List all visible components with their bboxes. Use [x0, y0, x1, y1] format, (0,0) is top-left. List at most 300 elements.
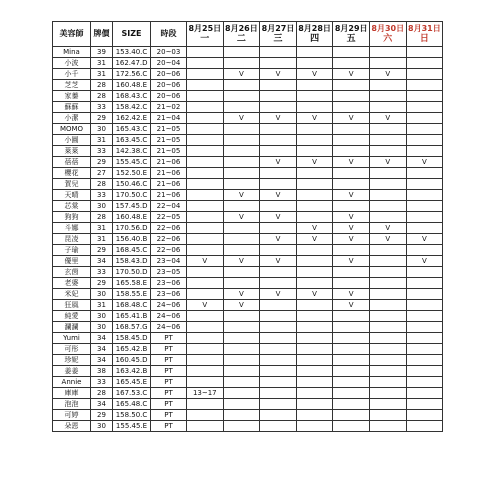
cell-day-5 [333, 80, 370, 91]
day-weekday: 二 [236, 34, 246, 44]
cell-day-1 [187, 399, 224, 410]
cell-day-7 [406, 135, 443, 146]
cell-price: 33 [91, 377, 113, 388]
cell-price: 34 [91, 344, 113, 355]
cell-name: MOMO [53, 124, 91, 135]
header-name: 美容師 [53, 22, 91, 47]
cell-day-2 [223, 135, 260, 146]
cell-day-1 [187, 267, 224, 278]
cell-day-2 [223, 47, 260, 58]
cell-size: 165.41.B [113, 311, 151, 322]
cell-price: 28 [91, 91, 113, 102]
cell-day-4 [296, 421, 333, 432]
cell-price: 38 [91, 366, 113, 377]
cell-day-3 [260, 47, 297, 58]
cell-day-6: V [369, 69, 406, 80]
cell-day-1 [187, 377, 224, 388]
cell-size: 158.42.C [113, 102, 151, 113]
cell-day-1 [187, 58, 224, 69]
cell-day-4 [296, 80, 333, 91]
cell-day-2 [223, 344, 260, 355]
cell-size: 168.45.C [113, 245, 151, 256]
cell-day-7 [406, 399, 443, 410]
cell-day-1: V [187, 256, 224, 267]
cell-day-5: V [333, 256, 370, 267]
cell-day-3 [260, 58, 297, 69]
cell-day-5: V [333, 289, 370, 300]
cell-day-4 [296, 278, 333, 289]
cell-price: 34 [91, 256, 113, 267]
cell-size: 160.48.E [113, 212, 151, 223]
cell-day-7 [406, 69, 443, 80]
day-date: 8月25日 [188, 24, 222, 33]
cell-price: 34 [91, 355, 113, 366]
day-weekday: 一 [200, 34, 210, 44]
cell-size: 168.43.C [113, 91, 151, 102]
cell-price: 33 [91, 102, 113, 113]
cell-name: 賀兒 [53, 179, 91, 190]
cell-day-5: V [333, 234, 370, 245]
cell-slot: 20~06 [151, 91, 187, 102]
cell-day-4 [296, 267, 333, 278]
cell-day-4: V [296, 157, 333, 168]
cell-day-1 [187, 245, 224, 256]
cell-slot: 23~04 [151, 256, 187, 267]
cell-name: 玄茵 [53, 267, 91, 278]
cell-day-6 [369, 355, 406, 366]
cell-day-6 [369, 135, 406, 146]
cell-slot: 21~06 [151, 157, 187, 168]
cell-day-7 [406, 421, 443, 432]
cell-day-3 [260, 311, 297, 322]
cell-day-3 [260, 245, 297, 256]
cell-name: 小波 [53, 58, 91, 69]
cell-day-4 [296, 311, 333, 322]
cell-day-3 [260, 267, 297, 278]
table-row [53, 289, 443, 300]
cell-day-3 [260, 168, 297, 179]
cell-price: 30 [91, 201, 113, 212]
cell-day-6 [369, 410, 406, 421]
cell-day-1 [187, 190, 224, 201]
cell-day-7 [406, 267, 443, 278]
header-day [187, 22, 224, 47]
cell-day-2 [223, 267, 260, 278]
cell-day-2 [223, 245, 260, 256]
cell-day-2 [223, 311, 260, 322]
cell-slot: 20~06 [151, 80, 187, 91]
cell-name: Yumi [53, 333, 91, 344]
cell-slot: 21~06 [151, 168, 187, 179]
day-weekday: 六 [383, 34, 393, 44]
cell-slot: 22~06 [151, 223, 187, 234]
day-weekday: 三 [273, 34, 283, 44]
cell-day-4 [296, 410, 333, 421]
cell-price: 33 [91, 267, 113, 278]
cell-day-4 [296, 58, 333, 69]
cell-day-4 [296, 300, 333, 311]
cell-slot: 22~04 [151, 201, 187, 212]
cell-day-4: V [296, 234, 333, 245]
cell-day-7: V [406, 256, 443, 267]
cell-size: 165.45.E [113, 377, 151, 388]
cell-name: Annie [53, 377, 91, 388]
cell-size: 167.53.C [113, 388, 151, 399]
table-row [53, 91, 443, 102]
cell-day-7 [406, 47, 443, 58]
cell-name: 小潔 [53, 113, 91, 124]
cell-day-6 [369, 212, 406, 223]
cell-day-1 [187, 410, 224, 421]
cell-size: 165.43.C [113, 124, 151, 135]
header-day [223, 22, 260, 47]
table-row [53, 69, 443, 80]
cell-day-4 [296, 102, 333, 113]
cell-name: 芯棠 [53, 201, 91, 212]
cell-price: 33 [91, 146, 113, 157]
table-row [53, 278, 443, 289]
cell-day-3 [260, 399, 297, 410]
table-row [53, 333, 443, 344]
cell-day-5: V [333, 300, 370, 311]
cell-name: 天晴 [53, 190, 91, 201]
cell-slot: 24~06 [151, 300, 187, 311]
cell-day-6 [369, 124, 406, 135]
table-row [53, 80, 443, 91]
cell-name: 純愛 [53, 311, 91, 322]
day-date: 8月29日 [334, 24, 368, 33]
cell-name: 庫庫 [53, 388, 91, 399]
header-day [260, 22, 297, 47]
cell-day-2 [223, 124, 260, 135]
cell-day-7 [406, 344, 443, 355]
table-row [53, 399, 443, 410]
cell-name: 家蓁 [53, 91, 91, 102]
cell-price: 29 [91, 245, 113, 256]
schedule-table [52, 21, 443, 432]
cell-day-5: V [333, 157, 370, 168]
cell-day-7 [406, 102, 443, 113]
cell-price: 29 [91, 278, 113, 289]
cell-day-1: V [187, 300, 224, 311]
table-row [53, 377, 443, 388]
cell-day-4 [296, 91, 333, 102]
cell-price: 31 [91, 234, 113, 245]
cell-price: 29 [91, 410, 113, 421]
cell-size: 158.50.C [113, 410, 151, 421]
cell-day-5 [333, 135, 370, 146]
cell-day-3 [260, 102, 297, 113]
cell-day-6: V [369, 113, 406, 124]
cell-slot: 23~06 [151, 289, 187, 300]
cell-day-5 [333, 344, 370, 355]
cell-day-5 [333, 267, 370, 278]
cell-day-1: 13~17 [187, 388, 224, 399]
cell-day-4 [296, 201, 333, 212]
cell-size: 168.48.C [113, 300, 151, 311]
cell-day-3: V [260, 113, 297, 124]
cell-day-6 [369, 333, 406, 344]
cell-price: 31 [91, 69, 113, 80]
header-day [296, 22, 333, 47]
cell-day-5 [333, 124, 370, 135]
cell-size: 142.38.C [113, 146, 151, 157]
cell-day-2 [223, 388, 260, 399]
cell-slot: PT [151, 366, 187, 377]
cell-price: 30 [91, 289, 113, 300]
table-row [53, 190, 443, 201]
cell-size: 162.47.D [113, 58, 151, 69]
cell-day-1 [187, 146, 224, 157]
cell-day-5 [333, 410, 370, 421]
cell-price: 34 [91, 399, 113, 410]
table-row [53, 355, 443, 366]
cell-day-6 [369, 146, 406, 157]
cell-slot: 22~06 [151, 245, 187, 256]
cell-day-2 [223, 366, 260, 377]
cell-day-2: V [223, 256, 260, 267]
table-row [53, 179, 443, 190]
cell-slot: 22~05 [151, 212, 187, 223]
table-row [53, 300, 443, 311]
cell-day-2 [223, 223, 260, 234]
cell-day-6 [369, 201, 406, 212]
cell-price: 28 [91, 80, 113, 91]
table-row [53, 201, 443, 212]
cell-day-7 [406, 212, 443, 223]
cell-day-4 [296, 212, 333, 223]
header-day-weekend [369, 22, 406, 47]
cell-slot: PT [151, 377, 187, 388]
cell-price: 34 [91, 333, 113, 344]
table-row [53, 311, 443, 322]
cell-day-3 [260, 80, 297, 91]
cell-day-1 [187, 289, 224, 300]
table-row [53, 102, 443, 113]
cell-day-2 [223, 91, 260, 102]
cell-day-5 [333, 58, 370, 69]
cell-price: 30 [91, 322, 113, 333]
cell-day-7 [406, 300, 443, 311]
cell-day-4 [296, 377, 333, 388]
table-row [53, 388, 443, 399]
cell-day-7 [406, 168, 443, 179]
cell-slot: PT [151, 388, 187, 399]
cell-day-6 [369, 168, 406, 179]
cell-day-7: V [406, 234, 443, 245]
cell-day-1 [187, 311, 224, 322]
cell-day-1 [187, 234, 224, 245]
cell-day-2: V [223, 69, 260, 80]
cell-size: 158.55.E [113, 289, 151, 300]
cell-size: 152.50.E [113, 168, 151, 179]
cell-day-6 [369, 245, 406, 256]
cell-name: 狗狗 [53, 212, 91, 223]
cell-day-3: V [260, 212, 297, 223]
cell-day-1 [187, 278, 224, 289]
cell-slot: 21~02 [151, 102, 187, 113]
header-price: 牌價 [91, 22, 113, 47]
cell-size: 163.42.B [113, 366, 151, 377]
cell-day-5: V [333, 223, 370, 234]
cell-day-5 [333, 146, 370, 157]
cell-size: 165.42.B [113, 344, 151, 355]
cell-day-5 [333, 278, 370, 289]
cell-day-1 [187, 179, 224, 190]
cell-price: 39 [91, 47, 113, 58]
cell-day-7 [406, 223, 443, 234]
cell-day-3 [260, 410, 297, 421]
cell-day-6 [369, 278, 406, 289]
cell-day-4 [296, 168, 333, 179]
cell-day-5: V [333, 190, 370, 201]
cell-slot: PT [151, 355, 187, 366]
cell-day-3 [260, 201, 297, 212]
table-row [53, 366, 443, 377]
cell-price: 31 [91, 58, 113, 69]
cell-day-6 [369, 47, 406, 58]
cell-day-5 [333, 355, 370, 366]
day-date: 8月26日 [225, 24, 258, 33]
cell-day-4 [296, 366, 333, 377]
cell-day-3: V [260, 256, 297, 267]
cell-day-5 [333, 201, 370, 212]
cell-name: 老婆 [53, 278, 91, 289]
cell-day-5 [333, 168, 370, 179]
cell-day-7 [406, 201, 443, 212]
cell-day-1 [187, 124, 224, 135]
cell-day-1 [187, 113, 224, 124]
cell-day-4 [296, 179, 333, 190]
cell-day-3 [260, 146, 297, 157]
cell-day-4: V [296, 113, 333, 124]
cell-day-4 [296, 135, 333, 146]
cell-name: 米妃 [53, 289, 91, 300]
cell-day-1 [187, 322, 224, 333]
day-date: 8月28日 [298, 24, 331, 33]
table-row [53, 234, 443, 245]
header-day [333, 22, 370, 47]
cell-name: 可婷 [53, 410, 91, 421]
cell-name: 泡泡 [53, 399, 91, 410]
cell-day-7 [406, 80, 443, 91]
cell-price: 33 [91, 190, 113, 201]
cell-day-2 [223, 355, 260, 366]
cell-size: 158.45.D [113, 333, 151, 344]
cell-day-3: V [260, 234, 297, 245]
cell-day-7 [406, 278, 443, 289]
cell-slot: 21~06 [151, 179, 187, 190]
table-row [53, 256, 443, 267]
cell-day-1 [187, 102, 224, 113]
cell-day-7 [406, 146, 443, 157]
cell-day-5 [333, 102, 370, 113]
cell-slot: 24~06 [151, 322, 187, 333]
cell-size: 150.46.C [113, 179, 151, 190]
cell-name: 可彤 [53, 344, 91, 355]
cell-day-2: V [223, 300, 260, 311]
cell-size: 168.57.G [113, 322, 151, 333]
cell-day-5 [333, 179, 370, 190]
cell-day-6 [369, 399, 406, 410]
cell-slot: 24~06 [151, 311, 187, 322]
day-weekday: 四 [310, 34, 320, 44]
cell-name: 子瑜 [53, 245, 91, 256]
day-weekday: 五 [346, 34, 356, 44]
table-row [53, 157, 443, 168]
table-row [53, 410, 443, 421]
cell-size: 156.40.B [113, 234, 151, 245]
cell-day-3 [260, 355, 297, 366]
cell-name: 芝芝 [53, 80, 91, 91]
cell-day-3 [260, 124, 297, 135]
cell-day-2 [223, 168, 260, 179]
cell-name: 優里 [53, 256, 91, 267]
cell-day-7 [406, 366, 443, 377]
cell-day-7 [406, 58, 443, 69]
schedule-body [53, 47, 443, 432]
cell-size: 162.42.E [113, 113, 151, 124]
cell-day-4 [296, 256, 333, 267]
cell-day-5 [333, 311, 370, 322]
cell-day-7 [406, 322, 443, 333]
cell-size: 170.56.D [113, 223, 151, 234]
cell-day-6 [369, 289, 406, 300]
cell-day-3 [260, 179, 297, 190]
cell-day-6 [369, 102, 406, 113]
cell-day-4 [296, 190, 333, 201]
cell-day-4 [296, 344, 333, 355]
cell-day-4 [296, 146, 333, 157]
cell-day-7 [406, 377, 443, 388]
cell-day-4: V [296, 289, 333, 300]
cell-day-2 [223, 421, 260, 432]
cell-day-3 [260, 344, 297, 355]
cell-day-7 [406, 91, 443, 102]
cell-day-6 [369, 267, 406, 278]
cell-day-3 [260, 377, 297, 388]
cell-day-1 [187, 47, 224, 58]
table-row [53, 212, 443, 223]
cell-day-5 [333, 366, 370, 377]
day-date: 8月31日 [408, 24, 441, 33]
cell-size: 165.58.E [113, 278, 151, 289]
day-weekday: 日 [419, 34, 429, 44]
cell-size: 160.45.D [113, 355, 151, 366]
cell-price: 30 [91, 311, 113, 322]
cell-size: 157.45.D [113, 201, 151, 212]
cell-day-2: V [223, 289, 260, 300]
header-size: SIZE [113, 22, 151, 47]
cell-price: 29 [91, 157, 113, 168]
cell-day-5: V [333, 212, 370, 223]
cell-slot: PT [151, 399, 187, 410]
cell-slot: 22~06 [151, 234, 187, 245]
cell-price: 28 [91, 212, 113, 223]
cell-day-3: V [260, 69, 297, 80]
cell-slot: PT [151, 421, 187, 432]
cell-name: 朵恩 [53, 421, 91, 432]
cell-day-2 [223, 201, 260, 212]
cell-slot: 21~05 [151, 135, 187, 146]
cell-day-6 [369, 344, 406, 355]
table-row [53, 421, 443, 432]
cell-size: 163.45.C [113, 135, 151, 146]
cell-day-6: V [369, 223, 406, 234]
cell-day-5: V [333, 69, 370, 80]
cell-slot: 20~03 [151, 47, 187, 58]
cell-slot: PT [151, 410, 187, 421]
